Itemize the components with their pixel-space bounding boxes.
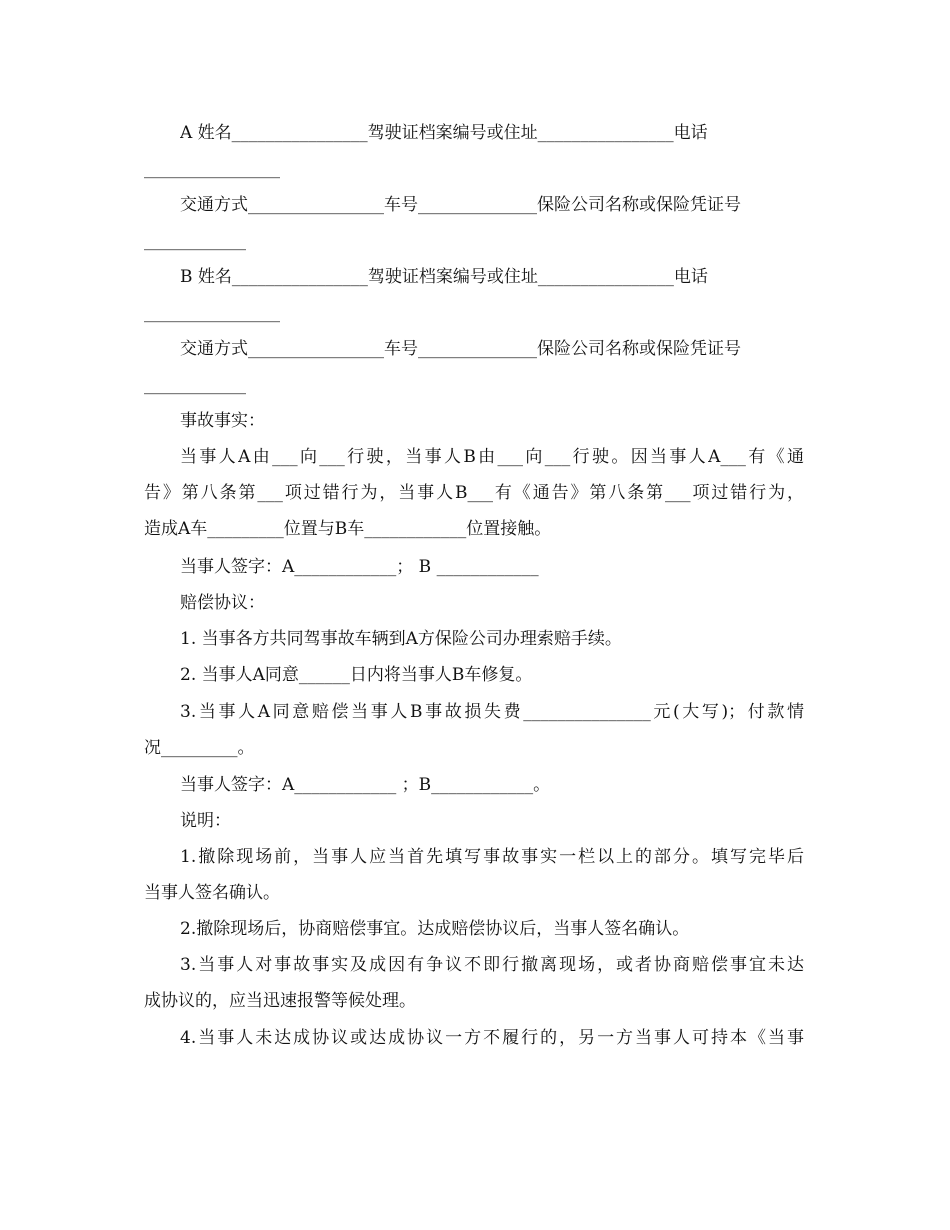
notes-heading: 说明： [180,811,231,831]
note-1: 1.撤除现场前，当事人应当首先填写事故事实一栏以上的部分。填写完毕后 [180,847,804,867]
party-a-phone-blank: ________________ [144,159,280,179]
party-b-vehicle-line: 交通方式________________车号______________保险公司名称或保险凭证号 [180,339,741,359]
party-a-insurance-blank: ____________ [144,231,246,251]
compensation-item-1: 1. 当事各方共同驾事故车辆到A方保险公司办理索赔手续。 [180,629,622,649]
note-3-cont: 成协议的，应当迅速报警等候处理。 [144,991,416,1011]
compensation-item-3: 3.当事人A同意赔偿当事人B事故损失费_______________元(大写)；付款情 [180,702,804,722]
compensation-signature-line: 当事人签字：A____________ ；B____________。 [180,775,551,795]
facts-paragraph-line: 告》第八条第___项过错行为，当事人B___有《通告》第八条第___项过错行为， [144,483,804,503]
party-b-info-line: B 姓名________________驾驶证档案编号或住址________________电话 [180,267,708,287]
party-b-insurance-blank: ____________ [144,375,246,395]
facts-paragraph-line: 当事人A由___向___行驶，当事人B由___向___行驶。因当事人A___有《通 [180,447,804,467]
facts-heading: 事故事实： [180,411,265,431]
note-4: 4.当事人未达成协议或达成协议一方不履行的，另一方当事人可持本《当事 [180,1028,804,1048]
compensation-item-3-cont: 况_________。 [144,738,255,758]
note-1-cont: 当事人签名确认。 [144,883,280,903]
note-3: 3.当事人对事故事实及成因有争议不即行撤离现场，或者协商赔偿事宜未达 [180,955,804,975]
party-a-vehicle-line: 交通方式________________车号______________保险公司名称或保险凭证号 [180,195,741,215]
facts-paragraph-line: 造成A车_________位置与B车____________位置接触。 [144,519,552,539]
compensation-item-2: 2. 当事人A同意______日内将当事人B车修复。 [180,665,533,685]
party-b-phone-blank: ________________ [144,303,280,323]
facts-signature-line: 当事人签字：A____________； B ____________ [180,557,539,577]
compensation-heading: 赔偿协议： [180,593,265,613]
party-a-info-line: A 姓名________________驾驶证档案编号或住址________________电话 [180,123,708,143]
note-2: 2.撤除现场后，协商赔偿事宜。达成赔偿协议后，当事人签名确认。 [180,919,690,939]
